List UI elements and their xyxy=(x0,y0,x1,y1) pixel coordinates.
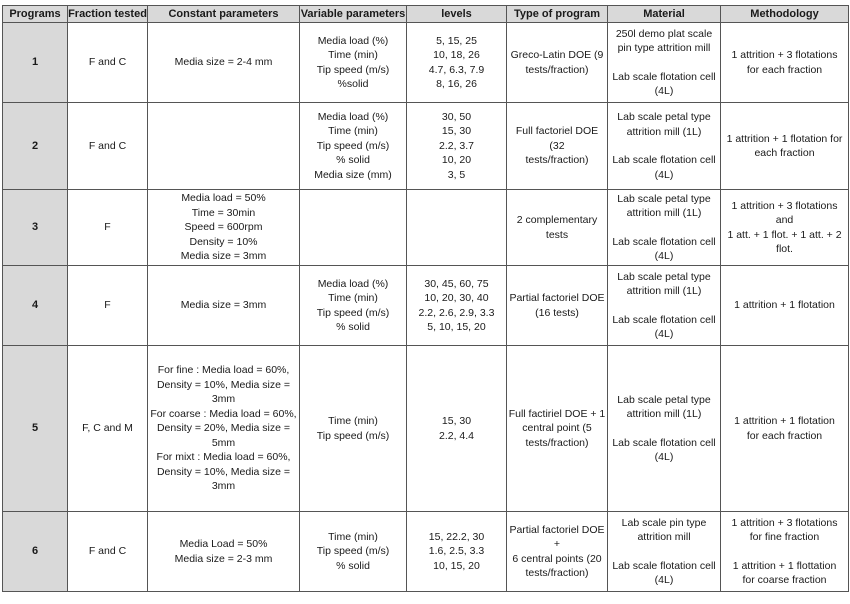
header-fraction-tested: Fraction tested xyxy=(68,6,148,23)
constant-line: Density = 20%, Media size = xyxy=(156,422,291,435)
program-type-line: tests/fraction) xyxy=(525,567,589,579)
material-line: Lab scale flotation cell xyxy=(612,70,716,83)
methodology-line: 1 attrition + 3 flotations xyxy=(731,199,838,212)
material-line: Lab scale flotation cell xyxy=(612,436,716,449)
constant-line: Media size = 3mm xyxy=(180,299,267,312)
material-line: (4L) xyxy=(654,574,674,586)
variable-parameters xyxy=(300,266,407,346)
program-number: 6 xyxy=(3,512,68,592)
variable-name: Tip speed (m/s) xyxy=(316,429,390,442)
material-line: Lab scale petal type xyxy=(617,111,711,123)
methodology-line: 1 attrition + 1 flotation xyxy=(734,299,835,312)
table-row xyxy=(3,23,849,103)
variable-stack xyxy=(300,530,406,574)
methodology-line: 1 att. + 1 flot. + 1 att. + 2 xyxy=(727,228,842,241)
programs-table xyxy=(2,5,849,592)
level-stack xyxy=(407,414,506,443)
level-stack xyxy=(407,110,506,183)
variable-name: Tip speed (m/s) xyxy=(316,139,390,152)
levels xyxy=(407,190,507,266)
levels xyxy=(407,512,507,592)
methodology-line: 1 attrition + 1 flottation xyxy=(732,559,837,572)
variable-name: Media load (%) xyxy=(317,34,389,47)
program-type xyxy=(507,190,608,266)
constant-line: 3mm xyxy=(211,393,236,406)
level-value: 30, 45, 60, 75 xyxy=(424,277,489,290)
level-value: 15, 30 xyxy=(441,415,472,427)
methodology-line: for fine fraction xyxy=(749,531,820,543)
variable-parameters xyxy=(300,346,407,512)
material-line: Lab scale flotation cell xyxy=(612,154,716,166)
variable-stack xyxy=(300,34,406,92)
material xyxy=(608,266,721,346)
constant-line: Media size = 2-3 mm xyxy=(174,552,273,565)
material-line: (4L) xyxy=(654,328,674,340)
table-row xyxy=(3,346,849,512)
variable-name: Media size (mm) xyxy=(314,168,392,181)
material-gap xyxy=(608,422,720,436)
variable-stack xyxy=(300,414,406,443)
variable-name: Time (min) xyxy=(328,49,378,61)
variable-parameters xyxy=(300,512,407,592)
table-row xyxy=(3,512,849,592)
methodology-line: 1 attrition + 3 flotations xyxy=(731,516,838,529)
methodology-line: for each fraction xyxy=(746,429,823,442)
material-gap xyxy=(608,545,720,559)
header-programs: Programs xyxy=(3,6,68,23)
constant-line: Media size = 3mm xyxy=(180,250,267,263)
material-line: Lab scale petal type xyxy=(617,270,711,283)
variable-name: % solid xyxy=(336,321,370,333)
fraction-tested: F and C xyxy=(68,103,148,190)
constant-line: For fine : Media load = 60%, xyxy=(157,364,290,377)
variable-parameters xyxy=(300,23,407,103)
variable-name: % solid xyxy=(336,559,370,572)
material-gap xyxy=(608,221,720,235)
levels xyxy=(407,103,507,190)
variable-name: Media load (%) xyxy=(317,277,389,290)
methodology xyxy=(721,103,849,190)
program-type-line: 6 central points (20 xyxy=(512,552,602,565)
program-number: 4 xyxy=(3,266,68,346)
program-type xyxy=(507,512,608,592)
material xyxy=(608,103,721,190)
level-value: 2.2, 2.6, 2.9, 3.3 xyxy=(418,306,495,319)
methodology-line: for each fraction xyxy=(746,63,823,76)
program-type-line: 2 complementary tests xyxy=(516,214,598,241)
program-type xyxy=(507,103,608,190)
constant-line: Density = 10%, Media size = xyxy=(156,378,291,391)
table-row xyxy=(3,103,849,190)
variable-name: Tip speed (m/s) xyxy=(316,306,390,319)
variable-name: Time (min) xyxy=(328,292,378,304)
level-stack xyxy=(407,34,506,92)
fraction-tested: F and C xyxy=(68,23,148,103)
variable-stack xyxy=(300,110,406,183)
level-value: 3, 5 xyxy=(447,168,466,181)
material-gap xyxy=(608,139,720,153)
fraction-tested: F, C and M xyxy=(68,346,148,512)
variable-name: Tip speed (m/s) xyxy=(316,63,390,76)
levels xyxy=(407,346,507,512)
program-type-line: tests/fraction) xyxy=(525,436,589,449)
program-type-line: (16 tests) xyxy=(535,306,579,319)
methodology-line: 1 attrition + 3 flotations xyxy=(731,49,838,61)
material-line: attrition mill xyxy=(637,531,691,543)
constant-line: Time = 30min xyxy=(191,206,256,219)
methodology xyxy=(721,346,849,512)
constant-line: Media load = 50% xyxy=(181,192,266,205)
header-methodology: Methodology xyxy=(721,6,849,23)
material-line: Lab scale pin type xyxy=(621,516,707,529)
material xyxy=(608,23,721,103)
methodology-line: 1 attrition + 1 flotation for xyxy=(726,132,843,145)
program-number: 5 xyxy=(3,346,68,512)
constant-parameters xyxy=(148,512,300,592)
material-gap xyxy=(608,299,720,313)
levels xyxy=(407,266,507,346)
variable-name: Time (min) xyxy=(328,415,378,427)
level-value: 15, 22.2, 30 xyxy=(428,530,485,543)
header-material: Material xyxy=(608,6,721,23)
constant-block xyxy=(148,407,299,451)
variable-parameters xyxy=(300,103,407,190)
level-value: 8, 16, 26 xyxy=(436,78,477,90)
material-gap xyxy=(608,56,720,70)
material-line: (4L) xyxy=(654,250,674,262)
header-levels: levels xyxy=(407,6,507,23)
program-type xyxy=(507,23,608,103)
level-value: 10, 20 xyxy=(441,154,472,167)
level-value: 2.2, 3.7 xyxy=(438,139,475,152)
variable-name: Time (min) xyxy=(328,530,378,543)
methodology-line: flot. xyxy=(776,243,793,255)
header-constant-parameters: Constant parameters xyxy=(148,6,300,23)
program-number: 3 xyxy=(3,190,68,266)
material-line: attrition mill (1L) xyxy=(626,285,702,297)
level-value: 15, 30 xyxy=(441,125,472,138)
fraction-tested: F and C xyxy=(68,512,148,592)
material-line: pin type attrition mill xyxy=(617,42,711,54)
methodology-line: 1 attrition + 1 flotation xyxy=(734,415,835,427)
methodology xyxy=(721,512,849,592)
material-line: Lab scale flotation cell xyxy=(612,235,716,248)
material-line: (4L) xyxy=(654,85,674,97)
table-row xyxy=(3,190,849,266)
material-line: Lab scale flotation cell xyxy=(612,559,716,572)
level-value: 2.2, 4.4 xyxy=(438,429,475,442)
level-value: 10, 15, 20 xyxy=(433,559,480,572)
constant-line: Media Load = 50% xyxy=(179,538,268,550)
material-line: (4L) xyxy=(654,451,674,463)
level-value: 30, 50 xyxy=(441,110,472,123)
methodology xyxy=(721,266,849,346)
level-value: 1.6, 2.5, 3.3 xyxy=(428,545,485,558)
variable-stack xyxy=(300,277,406,335)
constant-line: Density = 10% xyxy=(189,235,258,248)
material-line: attrition mill (1L) xyxy=(626,207,702,219)
header-type-of-program: Type of program xyxy=(507,6,608,23)
program-type xyxy=(507,266,608,346)
header-variable-parameters: Variable parameters xyxy=(300,6,407,23)
constant-parameters xyxy=(148,190,300,266)
constant-line: Speed = 600rpm xyxy=(184,221,263,234)
program-type-line: Partial factoriel DOE xyxy=(509,292,605,304)
constant-line: 3mm xyxy=(211,480,236,493)
material-line: 250l demo plat scale xyxy=(615,27,713,40)
variable-name: Tip speed (m/s) xyxy=(316,545,390,558)
fraction-tested: F xyxy=(68,190,148,266)
level-value: 5, 15, 25 xyxy=(436,34,477,47)
material xyxy=(608,512,721,592)
methodology-line: each fraction xyxy=(754,147,815,159)
methodology-line: and xyxy=(775,214,794,226)
program-type-line: central point (5 xyxy=(522,422,592,435)
constant-parameters xyxy=(148,266,300,346)
program-number: 1 xyxy=(3,23,68,103)
methodology-gap xyxy=(721,545,848,559)
constant-block xyxy=(148,450,299,494)
table-row xyxy=(3,266,849,346)
levels xyxy=(407,23,507,103)
constant-stack xyxy=(148,363,299,494)
constant-line: For coarse : Media load = 60%, xyxy=(150,407,297,420)
material xyxy=(608,346,721,512)
level-stack xyxy=(407,530,506,574)
material-line: attrition mill (1L) xyxy=(626,125,702,138)
variable-name: Media load (%) xyxy=(317,110,389,123)
material xyxy=(608,190,721,266)
constant-line: Media size = 2-4 mm xyxy=(174,56,273,69)
fraction-tested: F xyxy=(68,266,148,346)
constant-line: For mixt : Media load = 60%, xyxy=(156,451,291,464)
methodology xyxy=(721,23,849,103)
header-row xyxy=(3,6,849,23)
level-value: 5, 10, 15, 20 xyxy=(427,321,486,333)
level-value: 10, 20, 30, 40 xyxy=(424,292,489,304)
program-type-line: Greco-Latin DOE (9 xyxy=(510,49,604,61)
constant-line: 5mm xyxy=(211,436,236,449)
program-number: 2 xyxy=(3,103,68,190)
constant-block xyxy=(148,363,299,407)
level-value: 10, 18, 26 xyxy=(433,49,480,61)
program-type-line: Full factiriel DOE + 1 xyxy=(508,407,606,420)
constant-parameters xyxy=(148,103,300,190)
program-type xyxy=(507,346,608,512)
constant-line: Density = 10%, Media size = xyxy=(156,465,291,478)
level-stack xyxy=(407,277,506,335)
variable-name: %solid xyxy=(337,78,369,90)
level-value: 4.7, 6.3, 7.9 xyxy=(428,63,485,76)
program-type-line: tests/fraction) xyxy=(525,154,589,167)
methodology-line: for coarse fraction xyxy=(742,574,827,586)
program-type-line: tests/fraction) xyxy=(525,63,589,76)
material-line: attrition mill (1L) xyxy=(626,408,702,420)
material-line: Lab scale petal type xyxy=(617,393,711,406)
material-line: (4L) xyxy=(654,168,674,181)
constant-parameters xyxy=(148,23,300,103)
variable-parameters xyxy=(300,190,407,266)
variable-name: % solid xyxy=(336,154,370,167)
material-line: Lab scale flotation cell xyxy=(612,313,716,326)
program-type-line: Full factoriel DOE (32 xyxy=(515,125,599,152)
variable-name: Time (min) xyxy=(328,125,378,138)
material-line: Lab scale petal type xyxy=(617,192,711,205)
methodology xyxy=(721,190,849,266)
constant-parameters xyxy=(148,346,300,512)
program-type-line: Partial factoriel DOE + xyxy=(509,523,605,550)
